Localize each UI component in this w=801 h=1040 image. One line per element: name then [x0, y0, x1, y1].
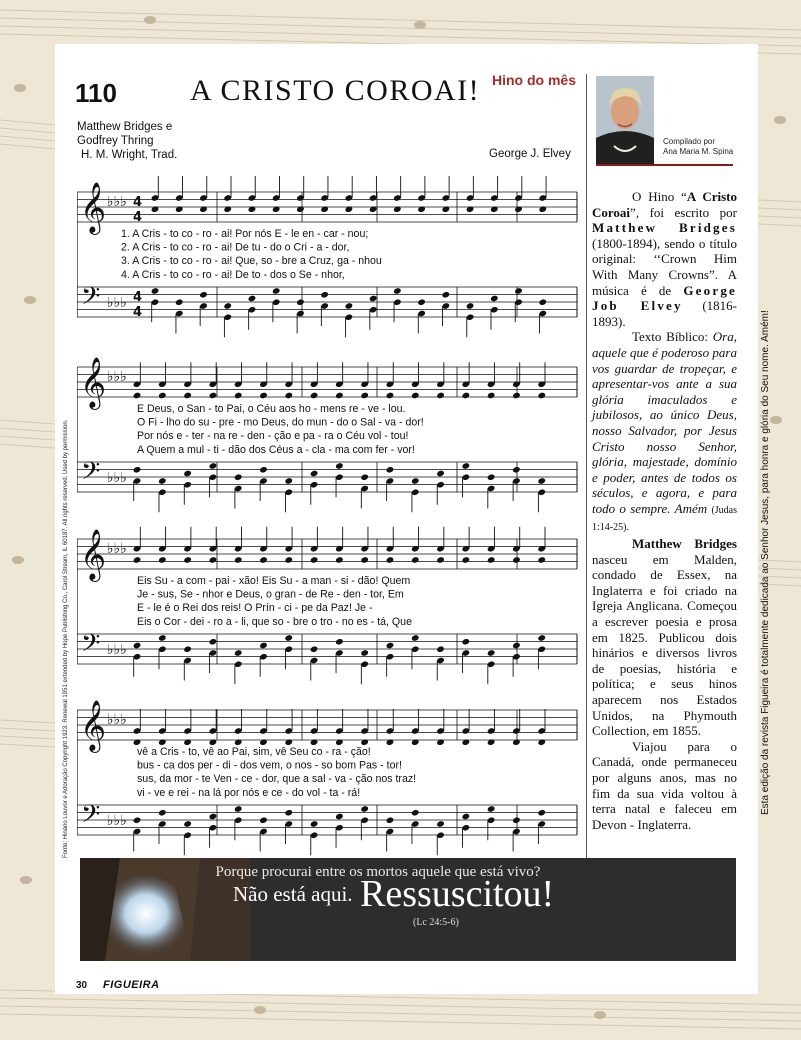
note-head	[310, 556, 319, 564]
section-label: Hino do mês	[492, 72, 577, 88]
note-head	[411, 556, 420, 564]
note-head	[259, 392, 268, 400]
note-head	[259, 556, 268, 564]
note-head	[183, 556, 192, 564]
article-text	[592, 189, 737, 832]
note-head	[462, 638, 471, 646]
note-head	[183, 392, 192, 400]
note-head	[199, 291, 208, 299]
note-head	[512, 642, 521, 650]
note-head	[310, 392, 319, 400]
banner-headline: Ressuscitou!	[360, 873, 555, 915]
note-head	[158, 392, 167, 400]
lyric-line: vê a Cris - to, vê ao Pai, sim, vê Seu co - ra - ção!	[137, 746, 371, 758]
note-head	[393, 287, 402, 295]
note-head	[234, 392, 243, 400]
copyright-notice: Fonte: Hinário Louvor e Adoração Copyright 1923. Renewal 1951 extended by Hope Publishing Co., Carol Stream, IL 60187. All rights reserved. Used by permission.	[63, 419, 69, 858]
note-head	[209, 556, 218, 564]
note-head	[512, 816, 521, 824]
note-head	[158, 477, 167, 485]
note-head	[512, 556, 521, 564]
lyric-line: Por nós e - ter - na re - den - ção e pa - ra o Céu vol - tou!	[137, 430, 409, 443]
note-head	[335, 462, 344, 470]
note-head	[436, 820, 445, 828]
note-head	[411, 477, 420, 485]
note-head	[272, 287, 281, 295]
note-head	[436, 470, 445, 478]
text-run: Texto Bíblico:	[632, 329, 713, 345]
note-head	[538, 298, 547, 306]
composer-credit: George J. Elvey	[489, 148, 571, 160]
note-head	[335, 556, 344, 564]
lyric-line: O Fi - lho do su - pre - mo Deus, do mun - do o Sal - va - dor!	[137, 416, 424, 429]
note-head	[442, 291, 451, 299]
note-head	[158, 556, 167, 564]
note-head	[209, 813, 218, 821]
treble-clef: 𝄞	[80, 357, 107, 408]
lyricist-line: Matthew Bridges e	[77, 121, 173, 133]
note-head	[386, 556, 395, 564]
note-head	[386, 392, 395, 400]
lyric-line: Je - sus, Se - nhor e Deus, o gran - de Re - den - tor, Em	[137, 588, 404, 601]
note-head	[259, 466, 268, 474]
note-head	[259, 642, 268, 650]
note-head	[259, 816, 268, 824]
key-signature: ♭♭♭	[107, 470, 127, 486]
note-head	[133, 556, 142, 564]
hymn-score	[77, 162, 579, 862]
lyricist-line: H. M. Wright, Trad.	[81, 149, 178, 161]
note-head	[411, 634, 420, 642]
article-paragraph	[592, 536, 737, 739]
hymn-number: 110	[75, 78, 117, 108]
note-head	[487, 392, 496, 400]
note-head	[466, 302, 475, 310]
note-head	[335, 813, 344, 821]
compiler-name: Ana Maria M. Spina	[663, 147, 734, 156]
time-signature: 4	[133, 290, 143, 305]
time-signature: 4	[133, 210, 143, 225]
text-run: (1800-1894), sendo o título original: ‘‘Crown Him With Many Crowns”. A música é de	[592, 235, 737, 298]
note-head	[284, 809, 293, 817]
bass-clef: 𝄢	[81, 457, 101, 492]
lyric-line: A Quem a mul - ti - dão dos Céus a - cla - ma com fer - vor!	[137, 443, 415, 456]
note-head	[284, 477, 293, 485]
key-signature: ♭♭♭	[107, 369, 127, 385]
lyric-line: E Deus, o San - to Pai, o Céu aos ho - mens re - ve - lou.	[137, 403, 406, 415]
note-head	[514, 287, 523, 295]
text-run: ”, foi escrito por	[630, 204, 737, 220]
article-paragraph	[592, 189, 737, 329]
note-head	[183, 470, 192, 478]
note-head	[462, 392, 471, 400]
text-run: nasceu em Malden, condado de Essex, na Inglaterra e foi criado na Igreja Anglicana. Começou a escrever poesia e prosa em 1825. Publicou dois hinários e diversos livros de poesias, história e política; e seus hinos aparecem nos Estados Unidos, na Phymouth Collection, em 1855.	[592, 551, 737, 739]
lyric-line: Eis o Cor - dei - ro a - li, que so - bre o tro - no es - tá, Que	[137, 615, 412, 628]
note-head	[537, 556, 546, 564]
note-head	[133, 642, 142, 650]
note-head	[490, 295, 499, 303]
note-head	[234, 556, 243, 564]
article-paragraph: Viajou para o Canadá, onde permaneceu por alguns anos, mas no fim da sua vida voltou à terra natal e faleceu em Devon - Inglaterra.	[592, 738, 737, 832]
note-head	[436, 645, 445, 653]
note-head	[537, 809, 546, 817]
note-head	[487, 805, 496, 813]
lyric-line: 3. A Cris - to co - ro - ai! Que, so - bre a Cruz, ga - nhou	[121, 255, 382, 268]
note-head	[335, 638, 344, 646]
treble-clef: 𝄞	[80, 182, 107, 233]
compiler-photo	[596, 76, 654, 164]
note-head	[234, 649, 243, 657]
note-head	[320, 291, 329, 299]
note-head	[512, 392, 521, 400]
note-head	[462, 556, 471, 564]
compiler-label: Compilado por	[663, 137, 716, 146]
note-head	[284, 634, 293, 642]
lyric-line: bus - ca dos per - di - dos vem, o nos - so bom Pas - tor!	[137, 759, 402, 772]
note-head	[248, 295, 257, 303]
text-run: George Job Elvey	[592, 282, 737, 314]
lyric-line: 1. A Cris - to co - ro - ai! Por nós E - le en - car - nou;	[121, 228, 369, 240]
note-head	[158, 809, 167, 817]
note-head	[436, 556, 445, 564]
treble-clef: 𝄞	[80, 700, 107, 751]
caption-rule	[596, 164, 733, 166]
key-signature: ♭♭♭	[107, 642, 127, 658]
note-head	[223, 302, 232, 310]
magazine-name: FIGUEIRA	[103, 979, 160, 991]
time-signature: 4	[133, 305, 143, 320]
compiler-caption	[663, 137, 733, 157]
lyricist-line: Godfrey Thring	[77, 135, 154, 147]
note-head	[360, 805, 369, 813]
note-head	[234, 473, 243, 481]
banner-question: Porque procurai entre os mortos aquele que está vivo?	[215, 864, 541, 880]
lyric-line: vi - ve e rei - na lá por nós e ce - do vol - ta - rá!	[137, 786, 361, 799]
magazine-page	[55, 44, 758, 994]
lyric-line: E - le é o Rei dos reis! O Prín - ci - pe da Paz! Je -	[137, 602, 373, 615]
note-head	[487, 649, 496, 657]
treble-clef: 𝄞	[80, 529, 107, 580]
note-head	[462, 813, 471, 821]
lyric-line: 2. A Cris - to co - ro - ai! De tu - do o Cri - a - dor,	[121, 241, 350, 254]
bible-reference: (Judas 1:14-25).	[592, 504, 737, 534]
bass-clef: 𝄢	[81, 629, 101, 664]
note-head	[209, 638, 218, 646]
note-head	[133, 466, 142, 474]
bass-clef: 𝄢	[81, 282, 101, 317]
note-head	[487, 556, 496, 564]
note-head	[133, 392, 142, 400]
lyric-line: 4. A Cris - to co - ro - ai! De to - dos o Se - nhor,	[121, 268, 345, 281]
banner-reference: (Lc 24:5-6)	[413, 917, 459, 928]
note-head	[234, 805, 243, 813]
lyric-line: sus, da mor - te Ven - ce - dor, que a sal - va - ção nos traz!	[137, 773, 417, 786]
note-head	[411, 392, 420, 400]
note-head	[310, 470, 319, 478]
key-signature: ♭♭♭	[107, 712, 127, 728]
note-head	[537, 477, 546, 485]
note-head	[537, 634, 546, 642]
key-signature: ♭♭♭	[107, 295, 127, 311]
lyricist-credits	[77, 120, 177, 162]
note-head	[133, 816, 142, 824]
note-head	[386, 816, 395, 824]
note-head	[436, 392, 445, 400]
note-head	[512, 466, 521, 474]
note-head	[417, 298, 426, 306]
note-head	[360, 473, 369, 481]
note-head	[310, 820, 319, 828]
note-head	[487, 473, 496, 481]
note-head	[360, 649, 369, 657]
lyric-line: Eis Su - a com - pai - xão! Eis Su - a man - si - dão! Quem	[137, 575, 411, 587]
note-head	[369, 295, 378, 303]
note-head	[151, 287, 160, 295]
column-divider	[586, 74, 587, 864]
time-signature: 4	[133, 195, 143, 210]
key-signature: ♭♭♭	[107, 541, 127, 557]
article-paragraph	[592, 329, 737, 536]
text-run: O Hino “	[632, 189, 687, 204]
note-head	[209, 462, 218, 470]
text-run: (1816-1893).	[592, 298, 737, 329]
note-head	[335, 392, 344, 400]
note-head	[296, 298, 305, 306]
note-head	[386, 642, 395, 650]
note-head	[360, 392, 369, 400]
note-head	[360, 556, 369, 564]
note-head	[345, 302, 354, 310]
note-head	[284, 392, 293, 400]
dedication-vertical: Esta edição da revista Figueira é totalmente dedicada ao Senhor Jesus, para honra e glória do Seu nome. Amém!	[760, 310, 771, 815]
note-head	[386, 466, 395, 474]
resurrection-banner	[80, 858, 736, 961]
bass-clef: 𝄢	[81, 800, 101, 835]
banner-statement: Não está aqui.	[233, 882, 353, 906]
note-head	[462, 462, 471, 470]
text-run: Matthew Bridges	[632, 536, 737, 552]
note-head	[284, 556, 293, 564]
note-head	[183, 820, 192, 828]
note-head	[411, 809, 420, 817]
note-head	[537, 392, 546, 400]
key-signature: ♭♭♭	[107, 813, 127, 829]
note-head	[310, 645, 319, 653]
bible-quote: Ora, aquele que é poderoso para vos guardar de tropeçar, e apresentar-vos ante a sua glória imaculados e jubilosos, ao único Deus, nosso Salvador, por Jesus Cristo nosso Senhor, glória, majestade, domínio e poder, antes de todos os séculos, e agora, e para todo o sempre. Amém	[592, 329, 737, 516]
hymn-title: A CRISTO COROAI!	[190, 74, 481, 107]
page-number: 30	[76, 980, 88, 991]
note-head	[175, 298, 184, 306]
text-run: Matthew Bridges	[592, 220, 737, 236]
note-head	[183, 645, 192, 653]
note-head	[158, 634, 167, 642]
text-run: A Cristo Coroai	[592, 189, 737, 220]
key-signature: ♭♭♭	[107, 194, 127, 210]
note-head	[209, 392, 218, 400]
